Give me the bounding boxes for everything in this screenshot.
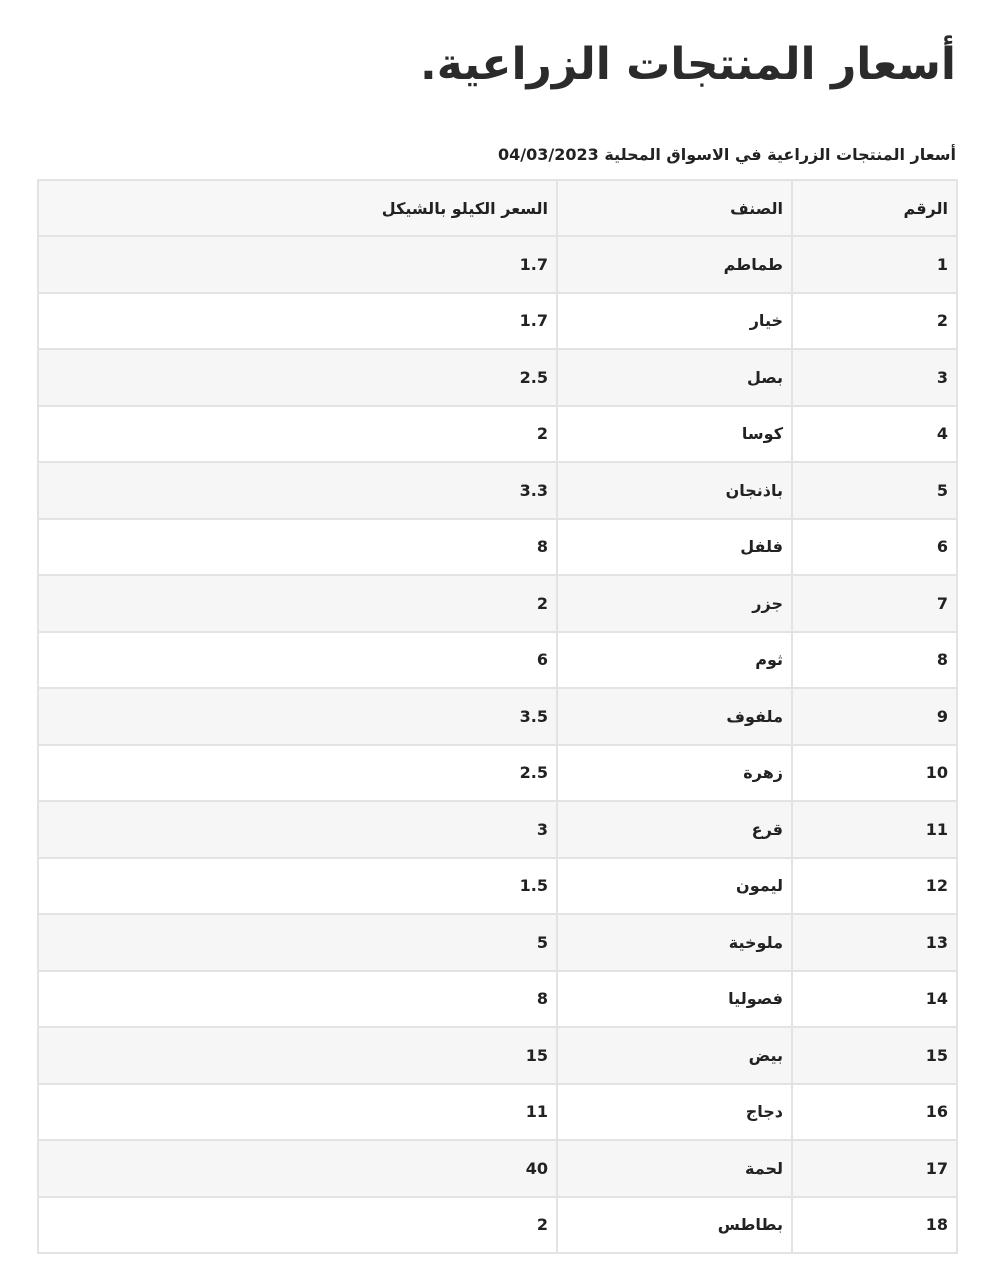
row-item: فلفل <box>557 519 792 576</box>
row-item: لحمة <box>557 1140 792 1197</box>
table-caption: أسعار المنتجات الزراعية في الاسواق المحلية 04/03/2023 <box>498 145 956 164</box>
row-price: 2 <box>38 1197 557 1254</box>
table-row <box>38 293 957 350</box>
row-number: 10 <box>792 745 957 802</box>
row-price: 5 <box>38 914 557 971</box>
row-price: 6 <box>38 632 557 689</box>
row-number: 4 <box>792 406 957 463</box>
row-price: 2 <box>38 575 557 632</box>
table-row <box>38 688 957 745</box>
table-row <box>38 519 957 576</box>
table-row <box>38 462 957 519</box>
column-header-item: الصنف <box>557 180 792 236</box>
row-price: 3.5 <box>38 688 557 745</box>
row-item: بصل <box>557 349 792 406</box>
page-title: أسعار المنتجات الزراعية. <box>420 39 956 90</box>
table-row <box>38 1197 957 1254</box>
row-number: 16 <box>792 1084 957 1141</box>
row-number: 14 <box>792 971 957 1028</box>
row-number: 9 <box>792 688 957 745</box>
row-number: 2 <box>792 293 957 350</box>
row-price: 3.3 <box>38 462 557 519</box>
row-price: 11 <box>38 1084 557 1141</box>
table-row <box>38 1140 957 1197</box>
table-row <box>38 349 957 406</box>
row-item: خيار <box>557 293 792 350</box>
row-price: 1.7 <box>38 236 557 293</box>
table-row <box>38 801 957 858</box>
row-number: 15 <box>792 1027 957 1084</box>
row-number: 7 <box>792 575 957 632</box>
row-item: بطاطس <box>557 1197 792 1254</box>
row-price: 1.5 <box>38 858 557 915</box>
row-number: 3 <box>792 349 957 406</box>
row-number: 18 <box>792 1197 957 1254</box>
row-item: ملوخية <box>557 914 792 971</box>
row-item: ملفوف <box>557 688 792 745</box>
row-price: 2.5 <box>38 745 557 802</box>
table-header-row <box>38 180 957 236</box>
row-number: 11 <box>792 801 957 858</box>
row-number: 13 <box>792 914 957 971</box>
table-row <box>38 406 957 463</box>
table-row <box>38 971 957 1028</box>
row-item: فصوليا <box>557 971 792 1028</box>
column-header-number: الرقم <box>792 180 957 236</box>
row-price: 40 <box>38 1140 557 1197</box>
table-row <box>38 745 957 802</box>
row-price: 15 <box>38 1027 557 1084</box>
row-number: 12 <box>792 858 957 915</box>
row-item: زهرة <box>557 745 792 802</box>
row-item: ثوم <box>557 632 792 689</box>
row-number: 17 <box>792 1140 957 1197</box>
row-number: 5 <box>792 462 957 519</box>
prices-table <box>37 179 958 1254</box>
table-row <box>38 858 957 915</box>
row-price: 8 <box>38 519 557 576</box>
column-header-price: السعر الكيلو بالشيكل <box>38 180 557 236</box>
row-number: 6 <box>792 519 957 576</box>
table-row <box>38 1027 957 1084</box>
row-item: دجاج <box>557 1084 792 1141</box>
row-item: جزر <box>557 575 792 632</box>
row-price: 3 <box>38 801 557 858</box>
table-row <box>38 914 957 971</box>
table-body <box>38 236 957 1253</box>
table-row <box>38 575 957 632</box>
row-item: طماطم <box>557 236 792 293</box>
row-item: بيض <box>557 1027 792 1084</box>
row-item: كوسا <box>557 406 792 463</box>
table-row <box>38 1084 957 1141</box>
row-item: ليمون <box>557 858 792 915</box>
row-item: قرع <box>557 801 792 858</box>
row-price: 2 <box>38 406 557 463</box>
row-number: 1 <box>792 236 957 293</box>
row-item: باذنجان <box>557 462 792 519</box>
row-price: 1.7 <box>38 293 557 350</box>
row-price: 8 <box>38 971 557 1028</box>
table-row <box>38 632 957 689</box>
table-row <box>38 236 957 293</box>
row-price: 2.5 <box>38 349 557 406</box>
row-number: 8 <box>792 632 957 689</box>
